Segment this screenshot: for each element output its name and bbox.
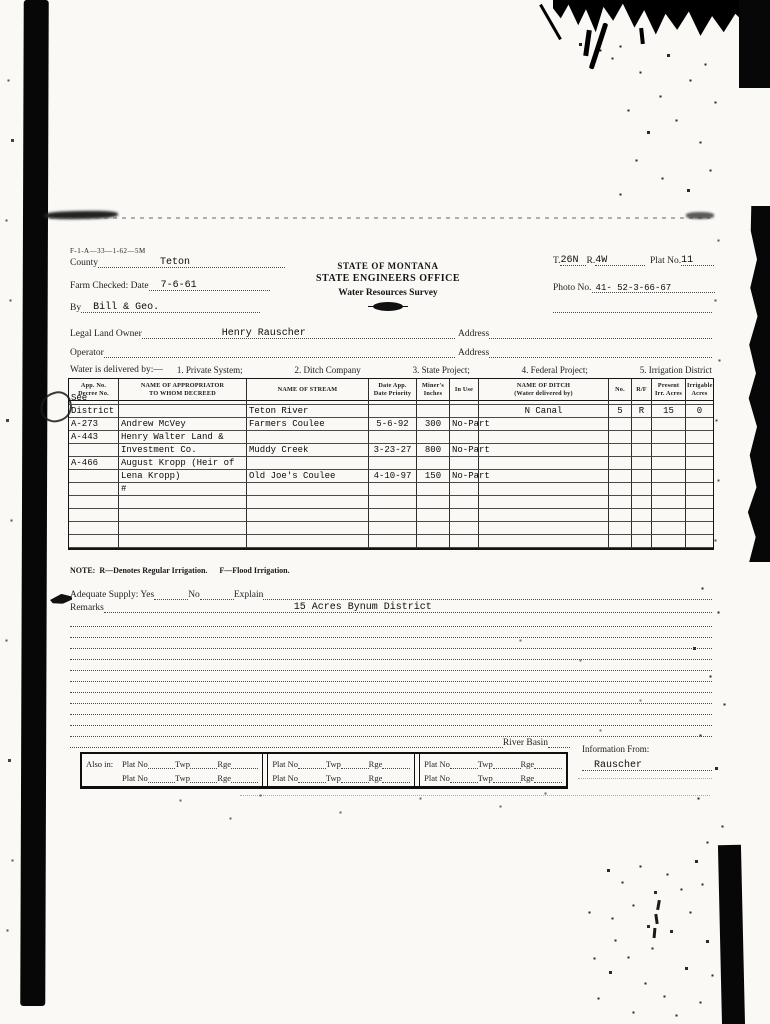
table-cell (479, 496, 609, 509)
scan-artifact-ink-drip (639, 28, 645, 44)
table-cell (632, 483, 652, 496)
also-in-input-line (382, 756, 410, 769)
scan-speck-mark (654, 914, 658, 924)
also-in-label: Twp (175, 773, 191, 783)
table-cell (686, 535, 713, 548)
table-cell (417, 522, 450, 535)
table-cell (479, 444, 609, 457)
plat-input-line (681, 252, 714, 266)
table-cell (450, 431, 479, 444)
table-cell (479, 418, 609, 431)
agency-line-2: STATE ENGINEERS OFFICE (316, 273, 460, 284)
also-in-label: Rge (368, 773, 383, 783)
table-cell (369, 522, 417, 535)
scan-artifact-right-bottom-bar (718, 845, 745, 1024)
table-cell (652, 392, 686, 405)
table-cell (686, 431, 713, 444)
table-cell (119, 509, 247, 522)
table-cell (479, 457, 609, 470)
table-cell (119, 535, 247, 548)
table-cell: # (119, 483, 247, 496)
table-cell: Old Joe's Coulee (247, 470, 369, 483)
operator-address-input-line (489, 344, 712, 358)
photo-label: Photo No. (553, 283, 592, 293)
table-cell (450, 509, 479, 522)
table-cell (686, 522, 713, 535)
table-cell (247, 457, 369, 470)
table-header-cell: NAME OF DITCH (Water delivered by) (479, 379, 609, 401)
table-cell: Teton River (247, 405, 369, 418)
table-cell (609, 522, 632, 535)
table-cell (652, 509, 686, 522)
operator-address-field (458, 345, 712, 358)
table-cell: No-Part (452, 471, 490, 481)
table-cell: N Canal (479, 405, 609, 418)
plat-label: Plat No. (650, 256, 682, 266)
supply-explain-input-line (263, 586, 712, 600)
also-in-input-line (341, 770, 369, 783)
table-cell (417, 496, 450, 509)
table-cell (69, 483, 119, 496)
information-from-value: Rauscher (594, 760, 643, 771)
table-cell (609, 470, 632, 483)
table-cell (609, 483, 632, 496)
table-cell (369, 431, 417, 444)
table-cell: Farmers Coulee (247, 418, 369, 431)
table-cell: 5-6-92 (369, 418, 417, 431)
table-cell (652, 470, 686, 483)
table-cell (632, 496, 652, 509)
supply-no-label: No (188, 590, 200, 600)
table-cell (686, 457, 713, 470)
owner-address-input-line (489, 325, 712, 339)
township-label: T. (553, 256, 561, 266)
table-cell (609, 444, 632, 457)
table-cell (247, 509, 369, 522)
also-in-input-line (190, 770, 217, 783)
table-cell: A-273 (69, 418, 119, 431)
table-cell: District (69, 405, 119, 418)
table-cell (686, 496, 713, 509)
county-label: County (70, 258, 98, 268)
table-header-cell: Date App. Date Priority (369, 379, 417, 401)
owner-input-line (142, 325, 455, 339)
also-in-row (86, 757, 258, 769)
table-cell (609, 457, 632, 470)
table-cell (686, 444, 713, 457)
table-cell (450, 392, 479, 405)
delivery-label: Water is delivered by:— (70, 365, 163, 375)
table-cell (247, 483, 369, 496)
table-cell (369, 405, 417, 418)
table-cell (652, 457, 686, 470)
table-cell (369, 457, 417, 470)
table-cell (119, 522, 247, 535)
information-from-label: Information From: (582, 744, 650, 754)
table-cell (119, 392, 247, 405)
also-in-label: Rge (368, 759, 383, 769)
table-cell (369, 483, 417, 496)
also-in-label: Plat No (272, 759, 299, 769)
table-cell (632, 457, 652, 470)
table-cell (69, 509, 119, 522)
also-in-input-line (298, 756, 326, 769)
table-cell: Lena Kropp) (119, 470, 247, 483)
table-cell (69, 444, 119, 457)
table-cell (479, 535, 609, 548)
table-cell: 5 (609, 405, 632, 418)
table-cell (632, 418, 652, 431)
by-input-line (81, 299, 260, 313)
table-cell: R (632, 405, 652, 418)
owner-field (70, 326, 455, 339)
also-in-label: Plat No (122, 759, 148, 769)
table-cell (632, 431, 652, 444)
also-in-input-line (148, 770, 175, 783)
table-cell (632, 522, 652, 535)
scan-artifact-corner-bar (739, 0, 770, 88)
address-label: Address (458, 329, 490, 339)
by-field (70, 300, 260, 313)
table-cell (686, 392, 713, 405)
table-cell (119, 405, 247, 418)
also-in-input-line (450, 756, 478, 769)
owner-value: Henry Rauscher (221, 328, 306, 339)
table-cell (686, 509, 713, 522)
also-in-label: Twp (175, 759, 191, 769)
table-header-cell: Present Irr. Acres (652, 379, 686, 401)
table-cell (479, 431, 609, 444)
table-cell (652, 431, 686, 444)
also-in-label: Twp (477, 759, 493, 769)
table-cell (632, 470, 652, 483)
table-cell (686, 470, 713, 483)
table-cell (69, 496, 119, 509)
also-in-section (420, 754, 566, 786)
table-cell (417, 509, 450, 522)
table-cell: 300 (417, 418, 450, 431)
also-in-input-line (341, 756, 369, 769)
table-cell: Investment Co. (119, 444, 247, 457)
table-cell (479, 483, 609, 496)
also-in-label: Plat No (424, 773, 450, 783)
river-basin-label: River Basin (502, 738, 548, 748)
also-in-input-line (493, 756, 521, 769)
township-value: 26N (560, 255, 579, 266)
also-in-label: Twp (325, 759, 341, 769)
table-cell (369, 509, 417, 522)
table-cell (686, 483, 713, 496)
agency-line-3: Water Resources Survey (338, 288, 438, 298)
table-cell (417, 457, 450, 470)
delivery-option-2: 2. Ditch Company (294, 365, 361, 375)
table-cell: 0 (686, 405, 713, 418)
also-in-input-line (190, 756, 217, 769)
also-in-input-line (382, 770, 410, 783)
also-in-row (424, 757, 562, 769)
also-in-section (268, 754, 414, 786)
by-label: By (70, 303, 82, 313)
blank-input-line (553, 299, 712, 313)
scan-artifact-ink-drip (583, 30, 592, 56)
scan-speck-mark (653, 928, 657, 938)
table-cell (247, 431, 369, 444)
also-in-row (272, 757, 410, 769)
table-cell (609, 535, 632, 548)
table-cell (609, 509, 632, 522)
also-in-input-line (534, 770, 562, 783)
delivery-field (70, 362, 712, 375)
by-value: Bill & Geo. (93, 302, 160, 313)
table-cell (686, 418, 713, 431)
delivery-option-5: 5. Irrigation District (639, 365, 712, 375)
scan-crease-smudge (686, 212, 714, 219)
table-cell (247, 535, 369, 548)
table-cell (450, 535, 479, 548)
table-cell: August Kropp (Heir of (119, 457, 247, 470)
table-cell (652, 418, 686, 431)
remarks-field (70, 600, 712, 613)
also-in-input-line (450, 770, 478, 783)
table-cell (479, 509, 609, 522)
township-input-line (560, 252, 586, 266)
also-in-input-line (148, 756, 175, 769)
photo-value: 41- 52-3-66-67 (595, 283, 672, 293)
scan-dust-line (240, 783, 710, 796)
also-in-label: Plat No (424, 759, 450, 769)
township-range-field (553, 253, 645, 266)
form-code: F-1-A—33—1-62—5M (70, 247, 146, 255)
table-header-cell: NAME OF STREAM (247, 379, 369, 401)
note-line: NOTE: R—Denotes Regular Irrigation. F—Flood Irrigation. (70, 566, 290, 575)
table-cell: Muddy Creek (247, 444, 369, 457)
table-cell: 15 (652, 405, 686, 418)
address-label: Address (458, 348, 490, 358)
table-cell: No-Part (452, 419, 490, 429)
table-cell (119, 496, 247, 509)
farm-checked-field (70, 278, 270, 291)
agency-line-1: STATE OF MONTANA (337, 261, 439, 271)
scan-artifact-top-right-blob (553, 0, 747, 46)
table-cell (247, 496, 369, 509)
plat-value: 11 (681, 255, 694, 266)
delivery-option-1: 1. Private System; (176, 365, 243, 375)
table-header-cell: No. (609, 379, 632, 401)
table-cell (652, 535, 686, 548)
table-cell (632, 509, 652, 522)
table-header-cell: NAME OF APPROPRIATOR TO WHOM DECREED (119, 379, 247, 401)
scan-speck-mark (656, 900, 661, 910)
table-cell (69, 535, 119, 548)
table-cell (609, 431, 632, 444)
adequate-supply-label: Adequate Supply: Yes (70, 590, 155, 600)
table-cell (450, 522, 479, 535)
table-cell (652, 444, 686, 457)
agency-header (283, 261, 493, 311)
table-cell (369, 535, 417, 548)
table-cell (450, 483, 479, 496)
also-in-prefix: Also in: (86, 759, 114, 769)
delivery-option-4: 4. Federal Project; (521, 365, 588, 375)
table-cell (450, 496, 479, 509)
table-cell (632, 392, 652, 405)
also-in-label: Rge (520, 759, 535, 769)
table-cell (479, 470, 609, 483)
table-cell (247, 392, 369, 405)
table-cell (652, 522, 686, 535)
photo-input-line (592, 279, 715, 293)
remarks-input-line (104, 599, 712, 613)
remarks-value: 15 Acres Bynum District (293, 602, 432, 613)
table-cell: 800 (417, 444, 450, 457)
farm-checked-value: 7-6-61 (160, 280, 197, 291)
scan-artifact-left-bar (20, 0, 49, 1006)
table-cell (247, 522, 369, 535)
table-cell (652, 496, 686, 509)
supply-yes-input-line (154, 586, 188, 600)
county-input-line (98, 254, 285, 268)
table-cell (450, 457, 479, 470)
range-input-line (595, 252, 645, 266)
table-cell (417, 483, 450, 496)
table-cell (632, 444, 652, 457)
also-in-input-line (231, 770, 258, 783)
information-from-underline (578, 766, 712, 779)
remarks-label: Remarks (70, 603, 104, 613)
also-in-section (82, 754, 262, 786)
also-in-label: Rge (217, 759, 232, 769)
table-cell (369, 392, 417, 405)
also-in-row (86, 771, 258, 783)
county-field (70, 255, 285, 268)
scroll-ornament-icon (373, 302, 403, 311)
delivery-option-3: 3. State Project; (412, 365, 470, 375)
table-cell: A-466 (69, 457, 119, 470)
remarks-ruled-line (70, 724, 712, 737)
also-in-label: Rge (520, 773, 535, 783)
also-in-input-line (534, 756, 562, 769)
scan-crease-line (50, 217, 710, 219)
table-cell (652, 483, 686, 496)
range-value: 4W (595, 255, 608, 266)
owner-address-field (458, 326, 712, 339)
table-cell: 150 (417, 470, 450, 483)
table-cell (69, 470, 119, 483)
table-cell (632, 535, 652, 548)
county-value: Teton (159, 257, 190, 268)
table-cell (450, 405, 479, 418)
also-in-label: Rge (217, 773, 232, 783)
table-cell (417, 405, 450, 418)
also-in-label: Twp (325, 773, 341, 783)
table-cell (369, 496, 417, 509)
owner-label: Legal Land Owner (70, 329, 142, 339)
table-cell: 3-23-27 (369, 444, 417, 457)
table-header-cell: App. No. Decree No. (69, 379, 119, 401)
table-header-cell: Irrigable Acres (686, 379, 713, 401)
table-cell (417, 431, 450, 444)
also-in-input-line (298, 770, 326, 783)
table-cell (609, 418, 632, 431)
decree-table (68, 378, 714, 550)
delivery-options (163, 365, 712, 375)
operator-label: Operator (70, 348, 104, 358)
plat-field (650, 253, 714, 266)
table-cell: 4-10-97 (369, 470, 417, 483)
also-in-label: Twp (477, 773, 493, 783)
operator-field (70, 345, 455, 358)
table-cell: A-443 (69, 431, 119, 444)
range-label: R. (586, 256, 596, 266)
also-in-input-line (231, 756, 258, 769)
blank-field-line (553, 300, 712, 313)
also-in-row (424, 771, 562, 783)
farm-checked-label: Farm Checked: Date (70, 281, 149, 291)
operator-input-line (104, 344, 455, 358)
supply-explain-label: Explain (233, 590, 264, 600)
also-in-row (272, 771, 410, 783)
table-cell (479, 522, 609, 535)
table-cell: See (69, 392, 119, 405)
scan-noise-speckles (0, 0, 1, 1)
table-header-cell: R/F (632, 379, 652, 401)
table-cell: No-Part (452, 445, 490, 455)
table-header-cell: In Use (450, 379, 479, 401)
table-cell (479, 392, 609, 405)
table-cell (69, 522, 119, 535)
also-in-label: Plat No (272, 773, 299, 783)
table-cell (417, 535, 450, 548)
supply-no-input-line (200, 586, 234, 600)
table-cell (609, 392, 632, 405)
scan-artifact-right-bar (744, 206, 770, 562)
table-cell: Andrew McVey (119, 418, 247, 431)
also-in-input-line (493, 770, 521, 783)
table-cell (609, 496, 632, 509)
photo-field (553, 280, 715, 293)
table-header-cell: Miner's Inches (417, 379, 450, 401)
farm-checked-input-line (149, 277, 270, 291)
table-cell (417, 392, 450, 405)
table-cell: Henry Walter Land & (119, 431, 247, 444)
also-in-label: Plat No (122, 773, 148, 783)
